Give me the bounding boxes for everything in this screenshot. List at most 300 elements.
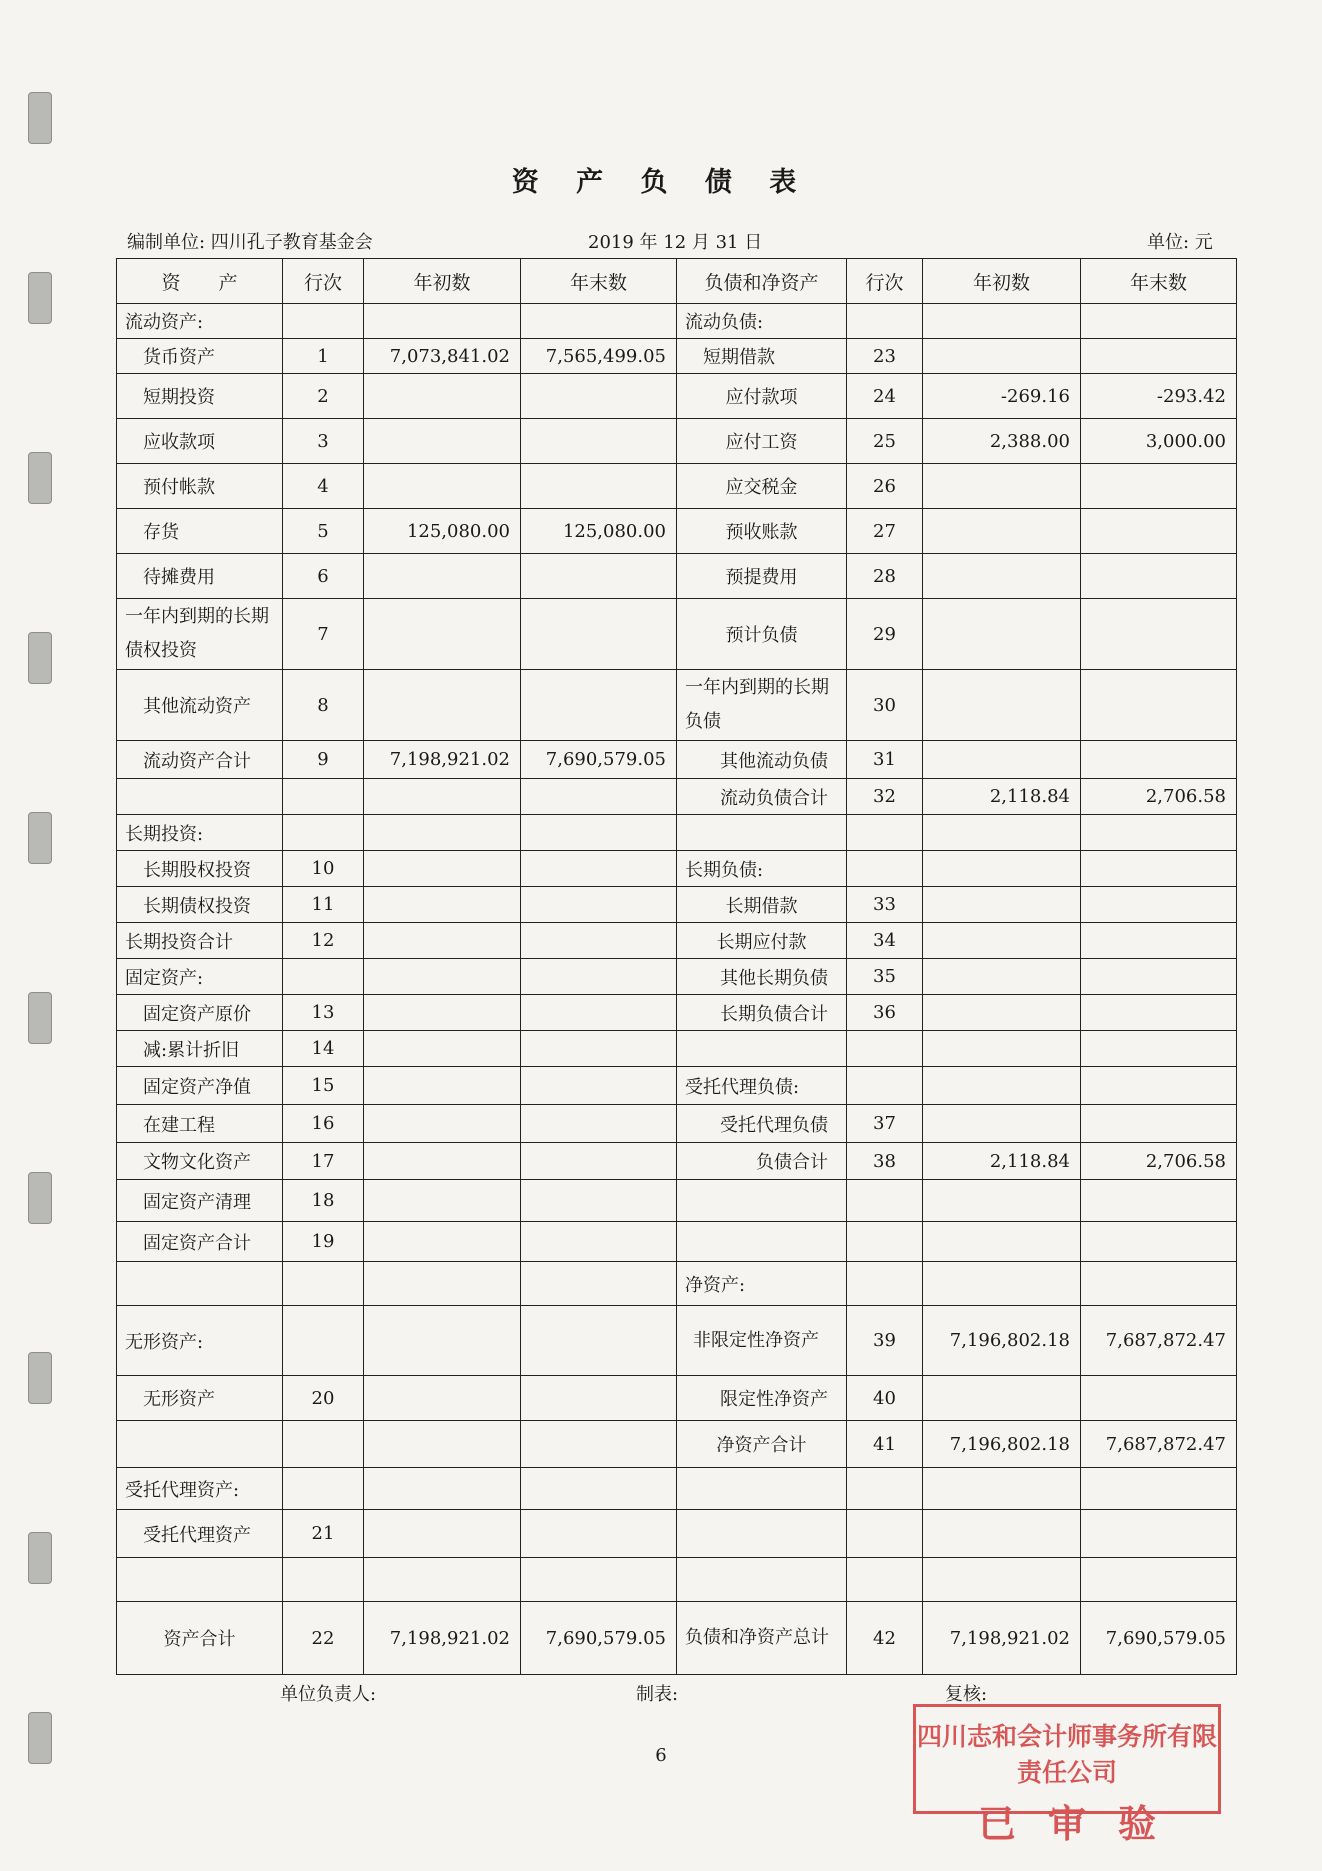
asset-begin: 125,080.00 <box>364 509 521 554</box>
liab-end <box>1081 1105 1237 1143</box>
liab-name <box>677 1510 847 1558</box>
asset-name: 在建工程 <box>117 1105 283 1143</box>
page-title: 资 产 负 债 表 <box>511 167 811 198</box>
liab-end: 7,690,579.05 <box>1081 1602 1237 1675</box>
liab-end <box>1081 1468 1237 1510</box>
table-row <box>117 374 1237 419</box>
liab-line: 31 <box>847 741 923 779</box>
liab-line <box>847 1510 923 1558</box>
liab-line: 36 <box>847 995 923 1031</box>
liab-name: 预提费用 <box>677 554 847 599</box>
liab-begin: 7,196,802.18 <box>923 1421 1081 1468</box>
asset-line: 15 <box>283 1067 364 1105</box>
asset-name: 流动资产合计 <box>117 741 283 779</box>
liab-line: 35 <box>847 959 923 995</box>
liab-end: 7,687,872.47 <box>1081 1306 1237 1376</box>
binder-hole <box>28 1532 52 1584</box>
binder-holes <box>28 0 56 1871</box>
table-row <box>117 1105 1237 1143</box>
asset-begin <box>364 815 521 851</box>
asset-name: 短期投资 <box>117 374 283 419</box>
liab-name: 其他流动负债 <box>677 741 847 779</box>
liab-end <box>1081 1067 1237 1105</box>
liab-name <box>677 1180 847 1222</box>
liab-end <box>1081 1510 1237 1558</box>
stamp-firm-name: 四川志和会计师事务所有限责任公司 <box>916 1722 1217 1787</box>
asset-end: 7,565,499.05 <box>521 339 677 374</box>
liab-end <box>1081 1558 1237 1602</box>
asset-begin <box>364 1180 521 1222</box>
table-row <box>117 1031 1237 1067</box>
asset-name: 流动资产: <box>117 304 283 339</box>
asset-begin <box>364 1105 521 1143</box>
liab-end <box>1081 670 1237 741</box>
liab-begin <box>923 815 1081 851</box>
col-end-l: 年末数 <box>1081 259 1237 304</box>
liab-end <box>1081 599 1237 670</box>
liab-line: 27 <box>847 509 923 554</box>
table-row <box>117 995 1237 1031</box>
liab-name <box>677 1468 847 1510</box>
liab-begin <box>923 1180 1081 1222</box>
asset-end <box>521 1143 677 1180</box>
liab-line: 25 <box>847 419 923 464</box>
liab-end <box>1081 923 1237 959</box>
binder-hole <box>28 992 52 1044</box>
asset-end <box>521 1558 677 1602</box>
report-date: 2019 年 12 月 31 日 <box>588 232 763 253</box>
table-row <box>117 741 1237 779</box>
liab-begin <box>923 1262 1081 1306</box>
asset-begin <box>364 1468 521 1510</box>
table-row <box>117 1602 1237 1675</box>
asset-end: 7,690,579.05 <box>521 741 677 779</box>
asset-name: 长期投资合计 <box>117 923 283 959</box>
asset-line <box>283 1262 364 1306</box>
liab-end <box>1081 304 1237 339</box>
liab-name: 应付款项 <box>677 374 847 419</box>
liab-begin <box>923 599 1081 670</box>
asset-name <box>117 779 283 815</box>
col-line-a: 行次 <box>283 259 364 304</box>
asset-end <box>521 1421 677 1468</box>
asset-begin <box>364 1421 521 1468</box>
liab-name: 负债和净资产总计 <box>677 1602 847 1675</box>
asset-begin <box>364 851 521 887</box>
asset-name: 减:累计折旧 <box>117 1031 283 1067</box>
liab-line: 26 <box>847 464 923 509</box>
audit-stamp <box>913 1704 1221 1846</box>
asset-name: 固定资产净值 <box>117 1067 283 1105</box>
asset-end <box>521 1468 677 1510</box>
liab-line <box>847 1031 923 1067</box>
liab-line: 24 <box>847 374 923 419</box>
liab-begin <box>923 509 1081 554</box>
asset-end <box>521 1031 677 1067</box>
asset-name: 应收款项 <box>117 419 283 464</box>
asset-end <box>521 815 677 851</box>
liab-end <box>1081 554 1237 599</box>
asset-name: 文物文化资产 <box>117 1143 283 1180</box>
asset-name: 受托代理资产: <box>117 1468 283 1510</box>
liab-end <box>1081 1376 1237 1421</box>
asset-begin <box>364 887 521 923</box>
asset-end <box>521 779 677 815</box>
liab-end <box>1081 1031 1237 1067</box>
asset-end <box>521 670 677 741</box>
liab-line: 39 <box>847 1306 923 1376</box>
signature-head: 单位负责人: <box>280 1684 377 1705</box>
table-row <box>117 1143 1237 1180</box>
liab-name: 预计负债 <box>677 599 847 670</box>
asset-line: 10 <box>283 851 364 887</box>
asset-line: 1 <box>283 339 364 374</box>
asset-begin <box>364 464 521 509</box>
asset-begin <box>364 1222 521 1262</box>
asset-name <box>117 1421 283 1468</box>
signature-review: 复核: <box>945 1684 988 1705</box>
table-row <box>117 1067 1237 1105</box>
table-row <box>117 1222 1237 1262</box>
asset-name: 固定资产: <box>117 959 283 995</box>
asset-end <box>521 1067 677 1105</box>
asset-begin <box>364 1376 521 1421</box>
asset-end <box>521 923 677 959</box>
liab-begin: 2,118.84 <box>923 1143 1081 1180</box>
binder-hole <box>28 92 52 144</box>
liab-end: 2,706.58 <box>1081 1143 1237 1180</box>
asset-line: 6 <box>283 554 364 599</box>
liab-name: 长期应付款 <box>677 923 847 959</box>
table-row <box>117 1558 1237 1602</box>
asset-begin <box>364 1067 521 1105</box>
asset-name: 货币资产 <box>117 339 283 374</box>
liab-name: 一年内到期的长期负债 <box>677 670 847 741</box>
liab-name: 净资产: <box>677 1262 847 1306</box>
liab-end: 7,687,872.47 <box>1081 1421 1237 1468</box>
liab-name: 应交税金 <box>677 464 847 509</box>
table-row <box>117 887 1237 923</box>
asset-name: 一年内到期的长期债权投资 <box>117 599 283 670</box>
asset-end <box>521 1180 677 1222</box>
liab-name: 负债合计 <box>677 1143 847 1180</box>
asset-name: 固定资产合计 <box>117 1222 283 1262</box>
liab-end <box>1081 1262 1237 1306</box>
liab-name: 长期负债合计 <box>677 995 847 1031</box>
liab-begin <box>923 741 1081 779</box>
liab-line: 29 <box>847 599 923 670</box>
liab-line: 37 <box>847 1105 923 1143</box>
binder-hole <box>28 272 52 324</box>
liab-begin <box>923 923 1081 959</box>
asset-end <box>521 599 677 670</box>
asset-line: 4 <box>283 464 364 509</box>
liab-line <box>847 815 923 851</box>
asset-begin <box>364 959 521 995</box>
asset-line <box>283 815 364 851</box>
asset-begin <box>364 374 521 419</box>
liab-begin <box>923 1558 1081 1602</box>
liab-begin <box>923 464 1081 509</box>
asset-line: 8 <box>283 670 364 741</box>
asset-line: 2 <box>283 374 364 419</box>
liab-end <box>1081 741 1237 779</box>
asset-end <box>521 959 677 995</box>
asset-end <box>521 1262 677 1306</box>
liab-line <box>847 851 923 887</box>
liab-begin <box>923 339 1081 374</box>
asset-line <box>283 1468 364 1510</box>
asset-line: 5 <box>283 509 364 554</box>
liab-begin <box>923 851 1081 887</box>
asset-begin <box>364 599 521 670</box>
asset-begin <box>364 1031 521 1067</box>
asset-name: 存货 <box>117 509 283 554</box>
liab-begin <box>923 1468 1081 1510</box>
asset-end <box>521 1306 677 1376</box>
asset-line <box>283 304 364 339</box>
table-row <box>117 851 1237 887</box>
liab-line: 28 <box>847 554 923 599</box>
asset-name: 预付帐款 <box>117 464 283 509</box>
binder-hole <box>28 452 52 504</box>
asset-end <box>521 995 677 1031</box>
asset-begin <box>364 995 521 1031</box>
liab-name: 流动负债合计 <box>677 779 847 815</box>
liab-begin <box>923 995 1081 1031</box>
liab-name: 预收账款 <box>677 509 847 554</box>
table-row <box>117 339 1237 374</box>
org-label: 编制单位: 四川孔子教育基金会 <box>127 232 373 253</box>
asset-begin <box>364 1558 521 1602</box>
liab-end <box>1081 851 1237 887</box>
liab-begin: 2,388.00 <box>923 419 1081 464</box>
asset-line: 21 <box>283 1510 364 1558</box>
header-row <box>117 259 1237 304</box>
asset-end <box>521 1222 677 1262</box>
liab-begin <box>923 1031 1081 1067</box>
asset-name: 固定资产原价 <box>117 995 283 1031</box>
asset-line: 7 <box>283 599 364 670</box>
asset-line <box>283 1421 364 1468</box>
asset-line <box>283 1306 364 1376</box>
liab-begin <box>923 1067 1081 1105</box>
asset-name: 长期投资: <box>117 815 283 851</box>
asset-line <box>283 779 364 815</box>
liab-line: 32 <box>847 779 923 815</box>
asset-begin <box>364 554 521 599</box>
liab-line <box>847 1067 923 1105</box>
liab-line: 38 <box>847 1143 923 1180</box>
liab-begin <box>923 554 1081 599</box>
asset-line: 13 <box>283 995 364 1031</box>
asset-begin <box>364 1306 521 1376</box>
liab-end <box>1081 959 1237 995</box>
liab-end <box>1081 339 1237 374</box>
table-row <box>117 959 1237 995</box>
liab-name: 受托代理负债: <box>677 1067 847 1105</box>
asset-begin: 7,073,841.02 <box>364 339 521 374</box>
asset-end <box>521 419 677 464</box>
asset-begin <box>364 779 521 815</box>
signature-prepared: 制表: <box>636 1684 679 1705</box>
asset-name: 长期债权投资 <box>117 887 283 923</box>
liab-name: 限定性净资产 <box>677 1376 847 1421</box>
liab-line <box>847 1558 923 1602</box>
table-row <box>117 1376 1237 1421</box>
liab-name <box>677 1558 847 1602</box>
asset-line <box>283 959 364 995</box>
liab-line <box>847 1222 923 1262</box>
table-row <box>117 1180 1237 1222</box>
liab-line: 30 <box>847 670 923 741</box>
asset-end: 7,690,579.05 <box>521 1602 677 1675</box>
asset-end <box>521 464 677 509</box>
liab-begin <box>923 887 1081 923</box>
table-row <box>117 779 1237 815</box>
asset-begin <box>364 1143 521 1180</box>
asset-end <box>521 304 677 339</box>
table-row <box>117 464 1237 509</box>
table-row <box>117 1306 1237 1376</box>
currency-unit: 单位: 元 <box>1147 232 1213 253</box>
asset-begin <box>364 304 521 339</box>
asset-name: 待摊费用 <box>117 554 283 599</box>
asset-name: 无形资产 <box>117 1376 283 1421</box>
liab-end <box>1081 1180 1237 1222</box>
table-row <box>117 419 1237 464</box>
asset-line: 12 <box>283 923 364 959</box>
asset-line <box>283 1558 364 1602</box>
liab-line: 40 <box>847 1376 923 1421</box>
asset-end <box>521 1510 677 1558</box>
table-row <box>117 304 1237 339</box>
asset-line: 3 <box>283 419 364 464</box>
asset-end <box>521 1105 677 1143</box>
asset-line: 11 <box>283 887 364 923</box>
asset-begin: 7,198,921.02 <box>364 1602 521 1675</box>
asset-name: 受托代理资产 <box>117 1510 283 1558</box>
liab-begin: -269.16 <box>923 374 1081 419</box>
table-row <box>117 1468 1237 1510</box>
asset-line: 19 <box>283 1222 364 1262</box>
liab-line <box>847 1180 923 1222</box>
liab-begin: 7,196,802.18 <box>923 1306 1081 1376</box>
liab-end <box>1081 995 1237 1031</box>
asset-name: 其他流动资产 <box>117 670 283 741</box>
asset-name <box>117 1558 283 1602</box>
liab-name: 非限定性净资产 <box>677 1306 847 1376</box>
liab-begin: 7,198,921.02 <box>923 1602 1081 1675</box>
col-line-l: 行次 <box>847 259 923 304</box>
liab-name: 应付工资 <box>677 419 847 464</box>
asset-end <box>521 554 677 599</box>
page-number: 6 <box>655 1745 667 1766</box>
liab-name: 受托代理负债 <box>677 1105 847 1143</box>
asset-begin <box>364 419 521 464</box>
asset-line: 9 <box>283 741 364 779</box>
table-row <box>117 1510 1237 1558</box>
asset-line: 14 <box>283 1031 364 1067</box>
liab-end: -293.42 <box>1081 374 1237 419</box>
liab-line: 33 <box>847 887 923 923</box>
liab-begin <box>923 304 1081 339</box>
asset-line: 16 <box>283 1105 364 1143</box>
liab-begin <box>923 1510 1081 1558</box>
liab-begin <box>923 959 1081 995</box>
asset-end <box>521 851 677 887</box>
col-begin-a: 年初数 <box>364 259 521 304</box>
liab-name: 其他长期负债 <box>677 959 847 995</box>
balance-sheet-table <box>116 258 1237 1675</box>
col-end-a: 年末数 <box>521 259 677 304</box>
table-row <box>117 815 1237 851</box>
liab-line: 42 <box>847 1602 923 1675</box>
table-row <box>117 1421 1237 1468</box>
asset-begin <box>364 923 521 959</box>
asset-begin <box>364 670 521 741</box>
liab-name: 长期负债: <box>677 851 847 887</box>
asset-line: 18 <box>283 1180 364 1222</box>
asset-name: 无形资产: <box>117 1306 283 1376</box>
liab-end <box>1081 887 1237 923</box>
liab-name: 长期借款 <box>677 887 847 923</box>
table-row <box>117 599 1237 670</box>
asset-line: 17 <box>283 1143 364 1180</box>
asset-end <box>521 887 677 923</box>
liab-line <box>847 304 923 339</box>
asset-end: 125,080.00 <box>521 509 677 554</box>
liab-begin <box>923 1222 1081 1262</box>
liab-name <box>677 815 847 851</box>
col-asset: 资 产 <box>117 259 283 304</box>
liab-end: 3,000.00 <box>1081 419 1237 464</box>
table-row <box>117 923 1237 959</box>
asset-name: 资产合计 <box>117 1602 283 1675</box>
asset-begin <box>364 1510 521 1558</box>
liab-line: 41 <box>847 1421 923 1468</box>
table-row <box>117 670 1237 741</box>
binder-hole <box>28 1172 52 1224</box>
asset-end <box>521 374 677 419</box>
liab-end <box>1081 464 1237 509</box>
liab-line <box>847 1262 923 1306</box>
table-row <box>117 509 1237 554</box>
table-row <box>117 554 1237 599</box>
asset-line: 22 <box>283 1602 364 1675</box>
col-begin-l: 年初数 <box>923 259 1081 304</box>
asset-name: 固定资产清理 <box>117 1180 283 1222</box>
asset-begin <box>364 1262 521 1306</box>
binder-hole <box>28 1352 52 1404</box>
asset-begin: 7,198,921.02 <box>364 741 521 779</box>
liab-begin: 2,118.84 <box>923 779 1081 815</box>
asset-end <box>521 1376 677 1421</box>
liab-name: 短期借款 <box>677 339 847 374</box>
liab-name: 净资产合计 <box>677 1421 847 1468</box>
asset-name: 长期股权投资 <box>117 851 283 887</box>
col-liab: 负债和净资产 <box>677 259 847 304</box>
liab-name <box>677 1031 847 1067</box>
liab-name: 流动负债: <box>677 304 847 339</box>
binder-hole <box>28 812 52 864</box>
table-row <box>117 1262 1237 1306</box>
liab-line: 23 <box>847 339 923 374</box>
liab-begin <box>923 1105 1081 1143</box>
liab-end <box>1081 815 1237 851</box>
liab-line <box>847 1468 923 1510</box>
asset-line: 20 <box>283 1376 364 1421</box>
